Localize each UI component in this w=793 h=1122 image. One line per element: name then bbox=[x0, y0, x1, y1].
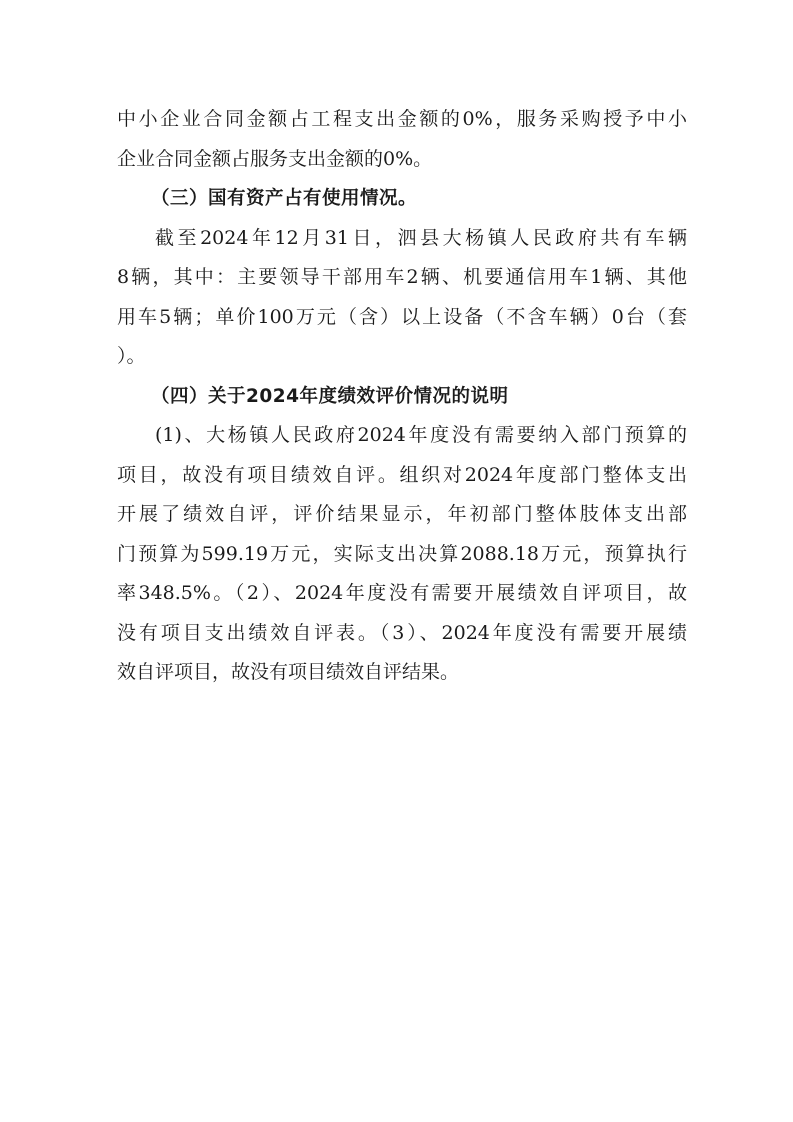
text-line: 截至2024年12月31日，泗县大杨镇人民政府共有车辆 bbox=[155, 226, 687, 249]
text-line: 项目，故没有项目绩效自评。组织对2024年度部门整体支出 bbox=[117, 463, 687, 486]
section-heading-state-assets: （三）国有资产占有使用情况。 bbox=[151, 188, 418, 209]
paragraph-procurement bbox=[117, 100, 687, 179]
text-line: 用车5辆；单价100万元（含）以上设备（不含车辆）0台（套 bbox=[117, 305, 687, 328]
text-line: 率348.5%。（2）、2024年度没有需要开展绩效自评项目，故 bbox=[117, 582, 687, 604]
text-line: ）。 bbox=[117, 345, 146, 367]
document-body bbox=[117, 100, 687, 693]
text-line: 8辆，其中：主要领导干部用车2辆、机要通信用车1辆、其他 bbox=[117, 266, 687, 288]
text-line: 门预算为599.19万元，实际支出决算2088.18万元，预算执行 bbox=[117, 542, 687, 565]
text-line: 企业合同金额占服务支出金额的0%。 bbox=[117, 147, 433, 170]
paragraph-vehicles bbox=[117, 219, 687, 377]
text-line: (1)、大杨镇人民政府2024年度没有需要纳入部门预算的 bbox=[155, 424, 687, 446]
text-line: 中小企业合同金额占工程支出金额的0%，服务采购授予中小 bbox=[117, 108, 687, 130]
section-heading-performance: （四）关于2024年度绩效评价情况的说明 bbox=[151, 385, 509, 407]
text-line: 没有项目支出绩效自评表。（3）、2024年度没有需要开展绩 bbox=[117, 621, 687, 644]
paragraph-performance-evaluation bbox=[117, 416, 687, 693]
text-line: 效自评项目，故没有项目绩效自评结果。 bbox=[117, 661, 460, 683]
text-line: 开展了绩效自评，评价结果显示，年初部门整体肢体支出部 bbox=[117, 503, 687, 525]
